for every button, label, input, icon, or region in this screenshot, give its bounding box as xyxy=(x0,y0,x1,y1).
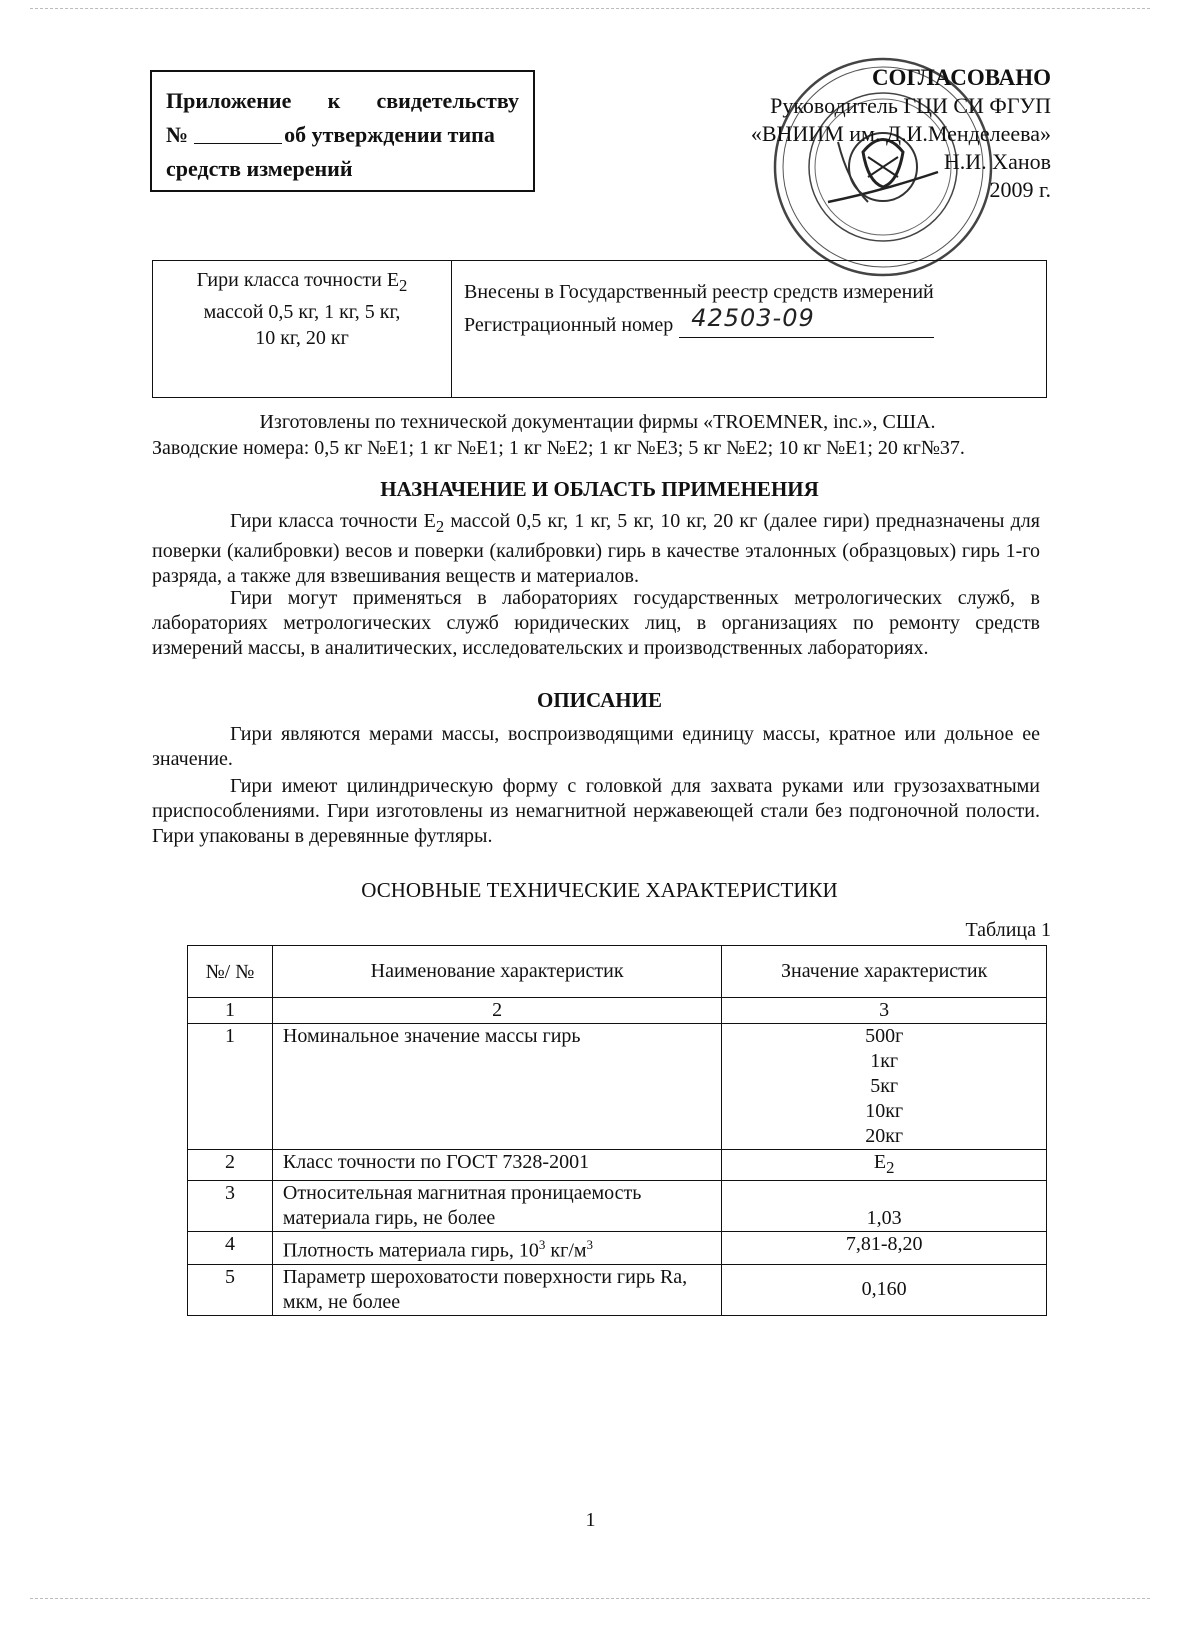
appendix-word-1: Приложение xyxy=(166,88,292,113)
registry-info-cell xyxy=(452,261,1046,397)
item-line-3: 10 кг, 20 кг xyxy=(255,327,349,349)
scan-artifact-bottom xyxy=(30,1598,1150,1600)
registration-number-label: Регистрационный номер xyxy=(464,314,674,336)
header-name: Наименование характеристик xyxy=(272,946,721,998)
appendix-word-2: к xyxy=(327,88,341,113)
appendix-num-prefix: № xyxy=(166,122,189,147)
table-row: 3 Относительная магнитная проницаемость материала гирь, не более 1,03 xyxy=(188,1181,1047,1232)
description-heading: ОПИСАНИЕ xyxy=(537,688,662,712)
table-row: 1 Номинальное значение массы гирь 500г 1кг 5кг 10кг 20кг xyxy=(188,1024,1047,1150)
purpose-paragraph-1: Гири класса точности $Е_2$ массой 0,5 кг, 1 кг, 5 кг, 10 кг, 20 кг (далее гири) предназначены для поверки (калибровки) весов и поверки (калибровки) гирь в качестве эталонных (образцовых) гирь 1-го разряда, а также для взвешивания веществ и материалов. xyxy=(152,510,1040,587)
registry-table xyxy=(152,260,1047,398)
item-class-subscript: 2 xyxy=(399,276,408,295)
appendix-line-3: средств измерений xyxy=(166,156,353,181)
table-row: 2 Класс точности по ГОСТ 7328-2001 $Е_2$ xyxy=(188,1150,1047,1181)
header-number: №/ № xyxy=(188,946,273,998)
approval-title: СОГЛАСОВАНО xyxy=(871,65,1051,90)
appendix-line-2: об утверждении типа xyxy=(284,122,495,147)
table-row: 5 Параметр шероховатости поверхности гирь Ra, мкм, не более 0,160 xyxy=(188,1264,1047,1315)
purpose-paragraph-2: Гири могут применяться в лабораториях государственных метрологических служб, в лабораториях метрологических служб юридических лиц, в организациях по ремонту средств измерений массы, в аналитических, исследовательских и производственных лабораториях. xyxy=(152,587,1040,659)
table-label: Таблица 1 xyxy=(965,919,1051,941)
appendix-word-3: свидетельству xyxy=(376,88,519,113)
description-paragraph-2: Гири имеют цилиндрическую форму с головкой для захвата руками или грузозахватными приспособлениями. Гири изготовлены из немагнитной нержавеющей стали без подгоночной полости. Гири упакованы в деревянные футляры. xyxy=(152,775,1040,847)
table-index-row: 1 2 3 xyxy=(188,998,1047,1024)
registry-entered-text: Внесены в Государственный реестр средств измерений xyxy=(464,281,934,303)
approval-block xyxy=(751,64,1051,204)
header-value: Значение характеристик xyxy=(722,946,1047,998)
manufacturer-line-1: Изготовлены по технической документации фирмы «TROEMNER, inc.», США. xyxy=(259,411,936,433)
registry-item-cell xyxy=(153,261,452,397)
description-paragraph-1: Гири являются мерами массы, воспроизводящими единицу массы, кратное или дольное ее значение. xyxy=(152,723,1040,770)
spec-table xyxy=(187,945,1047,1316)
item-line-2: массой 0,5 кг, 1 кг, 5 кг, xyxy=(203,301,401,323)
scan-artifact-top xyxy=(30,8,1150,10)
serial-numbers: Заводские номера: 0,5 кг №Е1; 1 кг №Е1; 1 кг №Е2; 1 кг №Е3; 5 кг №Е2; 10 кг №Е1; 20 кг№37. xyxy=(152,437,965,459)
approval-organization: «ВНИИМ им. Д.И.Менделеева» xyxy=(750,121,1051,146)
page-number: 1 xyxy=(585,1509,596,1531)
registration-number-handwritten: 42503-09 xyxy=(691,304,815,332)
specs-heading: ОСНОВНЫЕ ТЕХНИЧЕСКИЕ ХАРАКТЕРИСТИКИ xyxy=(361,878,838,902)
item-line-1: Гири класса точности Е xyxy=(196,269,400,291)
approval-position: Руководитель ГЦИ СИ ФГУП xyxy=(770,93,1051,118)
certificate-number-blank xyxy=(194,123,282,144)
purpose-heading: НАЗНАЧЕНИЕ И ОБЛАСТЬ ПРИМЕНЕНИЯ xyxy=(380,477,819,501)
appendix-box xyxy=(150,70,535,192)
table-row: 4 Плотность материала гирь, $10^3$ $кг/м^3$ 7,81-8,20 xyxy=(188,1232,1047,1265)
mass-values: 500г 1кг 5кг 10кг 20кг xyxy=(722,1024,1047,1150)
approval-signatory: Н.И. Ханов xyxy=(943,149,1051,174)
table-header-row xyxy=(188,946,1047,998)
approval-date: 2009 г. xyxy=(989,177,1051,202)
